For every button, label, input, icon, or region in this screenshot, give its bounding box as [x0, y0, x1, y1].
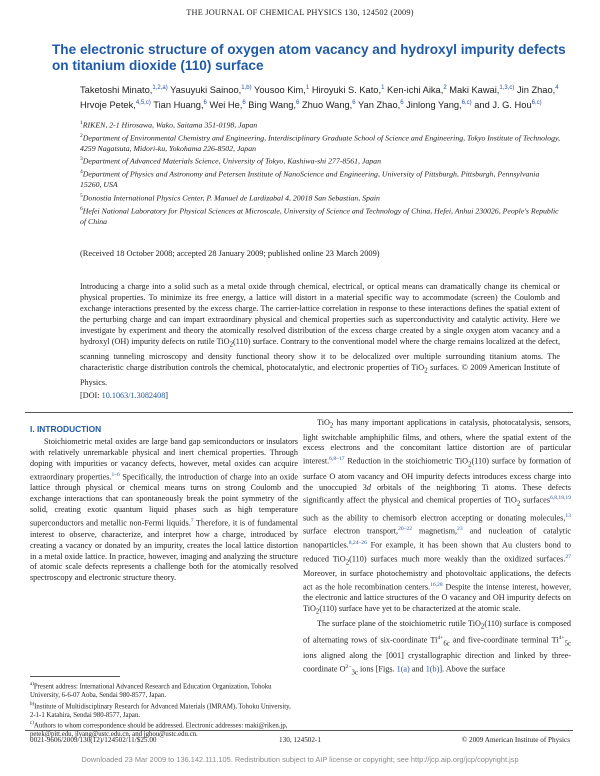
author-affiliation-mark: 1,b)	[241, 85, 252, 91]
footnote	[30, 701, 298, 721]
author-name: Jin Zhao,	[514, 85, 556, 96]
affiliation	[80, 118, 560, 131]
author-affiliation-mark: 4,5,c)	[135, 99, 151, 106]
doi-prefix: [DOI:	[80, 391, 102, 400]
affiliation-list	[80, 118, 560, 227]
affiliation-text: Department of Environmental Chemistry and Engineering, Interdisciplinary Graduate School of Science and Engineering, Tokyo Institute of Technology, 4259 Nagatsuta, Midori-ku, Yokohama 226-8502, Japan	[80, 133, 560, 153]
affiliation-text: Donostia International Physics Center, P. Manuel de Lardizabal 4, 20018 San Sebastian, Spain	[82, 193, 380, 203]
author-name: Maki Kawai,	[446, 85, 500, 96]
abstract-sub-2: 2	[424, 367, 428, 375]
journal-header: THE JOURNAL OF CHEMICAL PHYSICS 130, 124502 (2009)	[186, 8, 414, 17]
affiliation-number: 5	[80, 192, 83, 199]
doi-suffix: ]	[165, 391, 169, 400]
affiliation-number: 4	[80, 169, 83, 176]
author-affiliation-mark: 6	[400, 99, 404, 106]
affiliation	[80, 167, 560, 190]
author-name: Bing Wang,	[245, 99, 297, 110]
footer-divider	[25, 730, 573, 731]
intro-paragraph-3: The surface plane of the stoichiometric rutile TiO$_2$(110) surface is composed of alternating rows of six-coordinate $Ti^{4+}_{6c}$ and five-coordinate terminal $Ti^{4+}_{5c}$ ions aligned along the [001] crystallographic direction and linked by three-coordinate $O^{2-}_{3c}$ ions [Figs. 1(a) and 1(b)]. Above the surface	[303, 618, 572, 677]
intro-text-a: Stoichiometric metal oxides are large band gap semiconductors or insulators with relatively unremarkable physical and inert chemical properties. Through doping with impurities or vacancy defects, however, metal oxides can acquire extraordinary properties.	[30, 437, 298, 482]
intro-paragraph-2: TiO$_2$ has many important applications in catalysis, photocatalysis, sensors, light switchable amphiphilic films, and others, where the spatial extent of the excess electrons and the concomitant lattice distortion are of particular interest.$^{6,8-17}$ Reduction in the stoichiometric TiO$_2$(110) surface by formation of surface O atom vacancy and OH impurity defects introduces excess charge into the unoccupied 3d orbitals of the neighboring Ti atoms. These defects significantly affect the physical and chemical properties of TiO$_2$ surfaces$^{6,8,18,19}$ such as the ability to chemisorb electron accepting or donating molecules,$^{13}$ surface electron transport,$^{20-22}$ magnetism,$^{23}$ and nucleation of catalytic nanoparticles.$^{8,24-26}$ For example, it has been shown that Au clusters bond to reduced TiO$_2$(110) surfaces much more weakly than the oxidized surfaces.$^{27}$ Moreover, in surface photochemistry and photovoltaic applications, the defects act as the hole recombination centers.$^{16,28}$ Despite the intense interest, however, the electronic and lattice structures of the O vacancy and OH impurity defects on TiO$_2$(110) surface have yet to be characterized at the atomic scale.	[303, 418, 571, 617]
author-name: Ken-ichi Aika,	[384, 85, 444, 96]
left-column	[30, 437, 298, 584]
author-name: Tian Huang,	[150, 99, 204, 110]
footnote-mark: c)	[30, 721, 34, 727]
author-affiliation-mark: 1,2,a)	[152, 85, 168, 91]
author-name: Hrvoje Petek,	[80, 99, 136, 110]
author-name: Yan Zhao,	[355, 99, 401, 110]
intro-text-c: Therefore, it is of fundamental interest to observe, characterize, and interpret how a charge, introduced by creating a vacancy or donated by an impurity, creates the local lattice distortion in a metal oxide lattice. In practice, however, imaging and analyzing the structure of atomic scale defects represents a challenge both for the atomically resolved spectroscopy and electronic structure theory.	[30, 518, 298, 583]
ref-link-2[interactable]: 7	[190, 518, 194, 525]
author-affiliation-mark: 1	[381, 85, 385, 91]
author-affiliation-mark: 4	[555, 85, 559, 91]
author-name: Jinlong Yang,	[403, 99, 462, 110]
doi-line	[80, 391, 168, 400]
footnote-mark: a)	[30, 682, 34, 687]
affiliation-number: 3	[80, 156, 83, 163]
footer-issn: 0021-9606/2009/130(12)/124502/11/$25.00	[30, 736, 157, 744]
footnotes	[30, 681, 298, 740]
affiliation	[80, 131, 560, 154]
affiliation-text: RIKEN, 2-1 Hirosawa, Wako, Saitama 351-0198, Japan	[82, 120, 258, 130]
author-affiliation-mark: 6	[352, 99, 356, 106]
footnote-mark: b)	[30, 701, 35, 707]
section-heading: I. INTRODUCTION	[30, 424, 102, 434]
author-affiliation-mark: 6,c)	[531, 99, 542, 106]
author-name: Zhuo Wang,	[299, 99, 353, 110]
footnote-text: Institute of Multidisciplinary Research for Advanced Materials (IMRAM), Tohoku University, 2-1-1 Katahira, Sendai 980-8577, Japan.	[30, 702, 291, 719]
footer-page-number: 130, 124502-1	[279, 736, 321, 744]
author-name: and J. G. Hou	[471, 99, 532, 110]
author-affiliation-mark: 1,3,c)	[499, 85, 515, 91]
author-name: Yasuyuki Sainoo,	[167, 85, 242, 96]
footnote-divider	[30, 676, 120, 677]
download-notice: Downloaded 23 Mar 2009 to 136.142.111.105. Redistribution subject to AIP license or copyright; see http://jcp.aip.org/jcp/copyright.jsp	[81, 755, 519, 764]
article-title: The electronic structure of oxygen atom vacancy and hydroxyl impurity defects on titanium dioxide (110) surface	[52, 42, 566, 73]
author-affiliation-mark: 6	[242, 99, 246, 106]
author-affiliation-mark: 1	[305, 85, 310, 91]
footnote	[30, 681, 298, 701]
author-affiliation-mark: 6,c)	[461, 99, 472, 106]
affiliation-text: Department of Physics and Astronomy and Petersen Institute of NanoScience and Engineering, University of Pittsburgh, Pittsburgh, Pennsylvania 15260, USA	[80, 170, 540, 190]
author-name: Yousoo Kim,	[251, 85, 306, 96]
doi-link[interactable]: 10.1063/1.3082408	[101, 391, 166, 400]
abstract	[80, 281, 560, 388]
intro-paragraph-1	[30, 437, 298, 584]
affiliation	[80, 154, 560, 167]
right-column	[303, 418, 571, 679]
footer-copyright: © 2009 American Institute of Physics	[461, 736, 570, 744]
author-affiliation-mark: 6	[203, 99, 207, 106]
ref-link-1[interactable]: 1–6	[111, 471, 120, 478]
author-name: Wei He,	[206, 99, 243, 110]
author-affiliation-mark: 6	[296, 99, 300, 106]
abstract-part-2: (110) surface. Contrary to the conventional model where the charge remains localized at the defect, scanning tunneling microscopy and density functional theory show it to be delocalized over multiple surrounding titanium atoms. The characteristic charge distribution controls the chemical, photocatalytic, and electronic properties of TiO	[80, 337, 560, 372]
abstract-part-1: Introducing a charge into a solid such as a metal oxide through chemical, electrical, or optical means can dramatically change its chemical or physical properties. To minimize its free energy, a lattice will distort in a material specific way to accommodate (screen) the Coulomb and exchange interactions presented by the excess charge. The carrier-lattice correlation in response to these interactions defines the spatial extent of the perturbing charge and can impart extraordinary physical and chemical properties such as superconductivity and catalytic activity. Here we investigate by experiment and theory the atomically resolved distribution of the excess charge created by a single oxygen atom vacancy and a hydroxyl (OH) impurity defects on rutile TiO	[80, 282, 560, 347]
author-name: Taketoshi Minato,	[80, 85, 153, 96]
author-affiliation-mark: 2	[443, 85, 447, 91]
intro-text-b: Specifically, the introduction of charge into an oxide lattice through physical or chemical means turns on strong Coulomb and exchange interactions that can spontaneously break the point symmetry of the solid, creating exotic quantum liquid phases such as high temperature superconductors and metallic non-Fermi liquids.	[30, 472, 298, 528]
section-divider	[25, 412, 573, 413]
affiliation-text: Department of Advanced Materials Science, University of Tokyo, Kashiwa-shi 277-8561, Japan	[82, 157, 381, 166]
affiliation-number: 2	[80, 133, 83, 139]
author-list	[80, 82, 560, 111]
received-dates: (Received 18 October 2008; accepted 28 January 2009; published online 23 March 2009)	[80, 249, 380, 258]
abstract-sub-1: 2	[229, 341, 233, 349]
affiliation-text: Hefei National Laboratory for Physical Sciences at Microscale, University of Science and Technology of China, Hefei, Anhui 230026, People's Republic of China	[80, 206, 559, 226]
affiliation	[80, 191, 560, 204]
affiliation-number: 1	[80, 120, 83, 126]
footnote-text: Authors to whom correspondence should be addressed. Electronic addresses: maki@riken.jp, petek@pitt.edu, jlyang@ustc.edu.cn, and jghou@ustc.edu.cn.	[30, 722, 288, 739]
abstract-part-3: surfaces. © 2009 American Institute of Physics.	[80, 362, 560, 387]
affiliation	[80, 204, 560, 227]
author-name: Hiroyuki S. Kato,	[309, 85, 382, 96]
affiliation-number: 6	[80, 205, 83, 212]
footnote-text: Present address: International Advanced Research and Education Organization, Tohoku University, 6-6-07 Aoba, Sendai 980-8577, Japan.	[30, 683, 272, 699]
